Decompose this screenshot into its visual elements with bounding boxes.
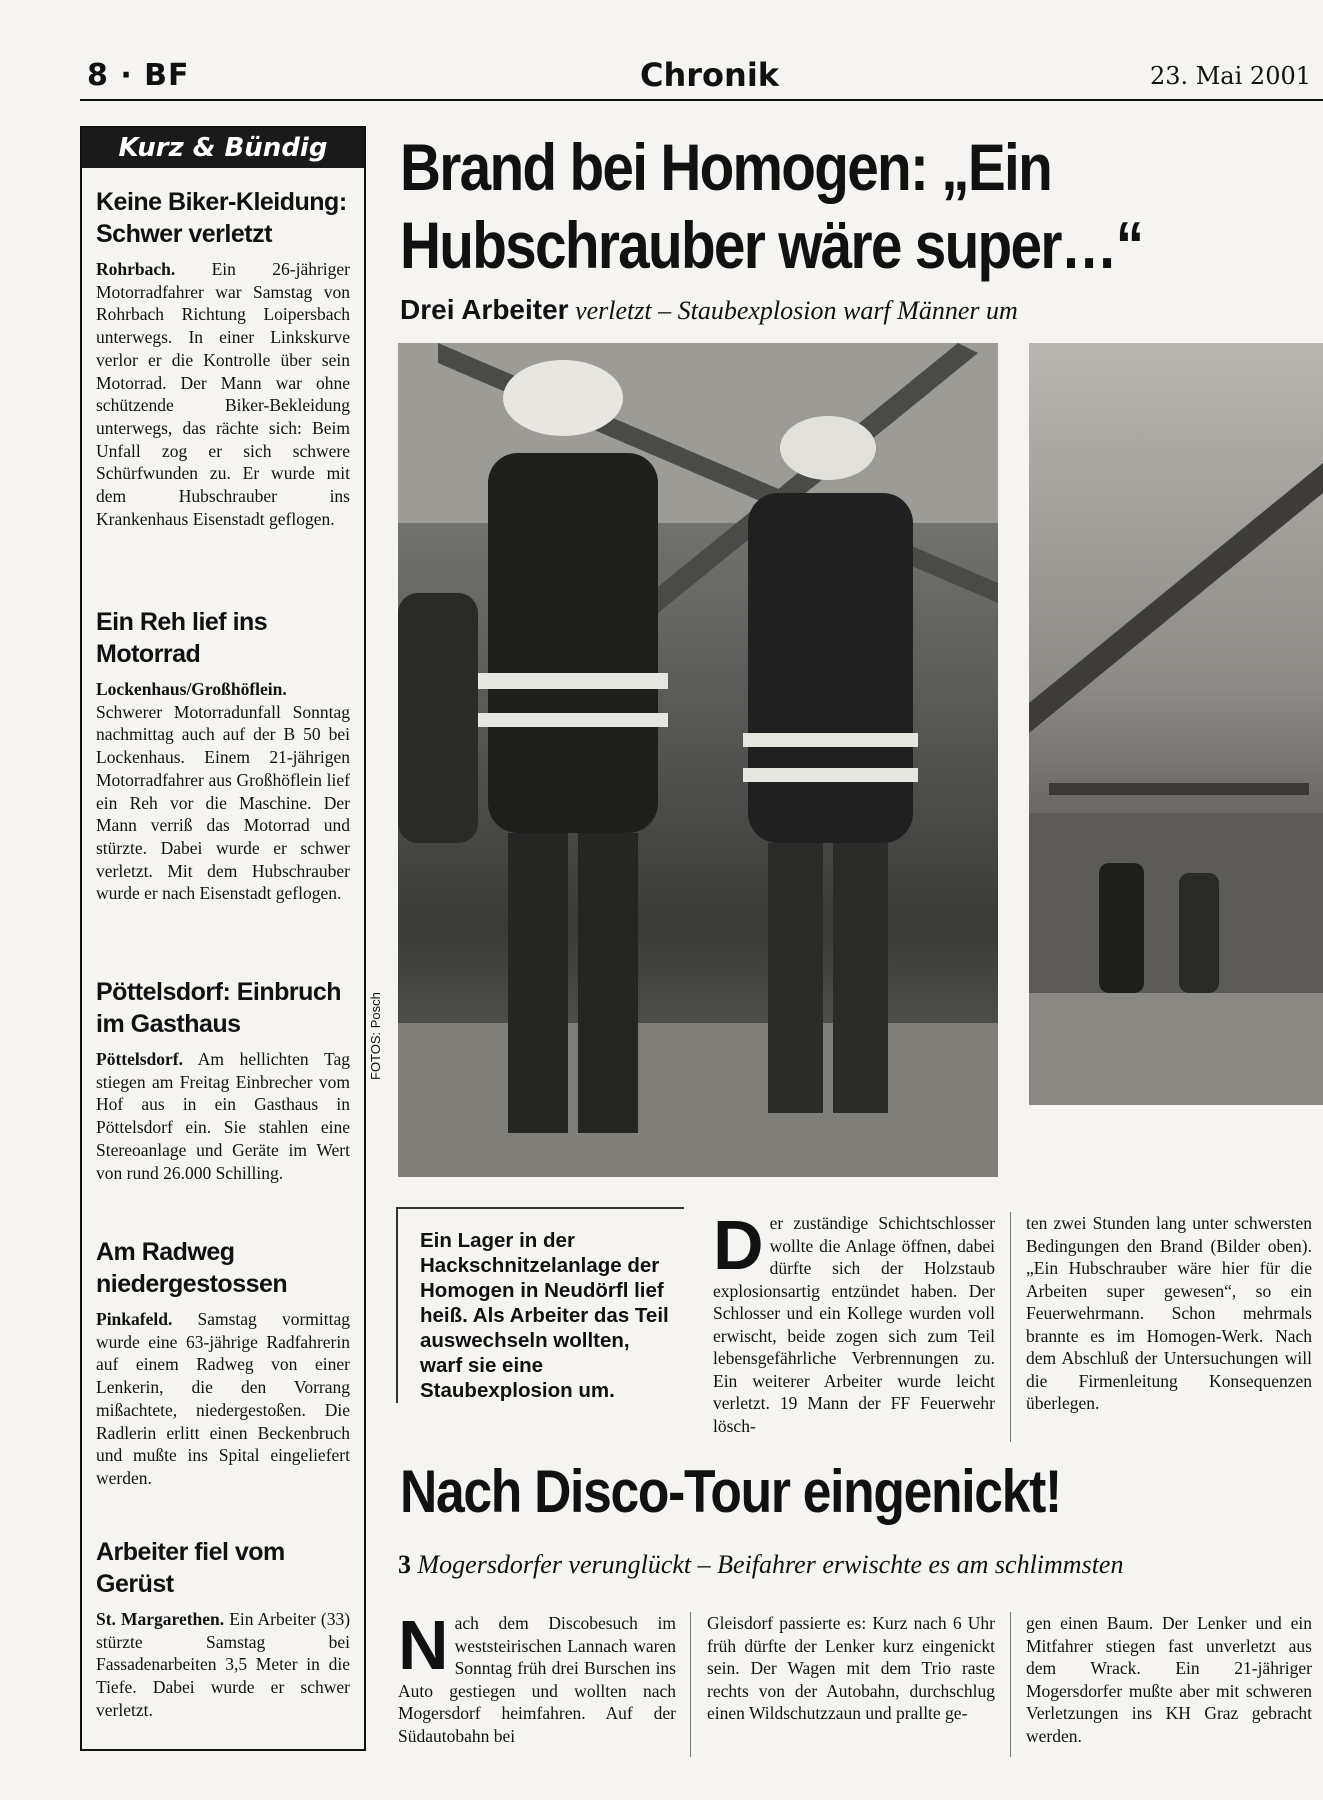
second-headline: Nach Disco-Tour eingenickt! bbox=[400, 1458, 1061, 1525]
sidebar-article bbox=[96, 1236, 350, 1490]
sidebar-article-headline: Arbeiter fiel vom Gerüst bbox=[96, 1538, 285, 1598]
sidebar-title: Kurz & Bündig bbox=[82, 128, 364, 168]
sidebar-article-body bbox=[96, 1608, 350, 1722]
dropcap: D bbox=[713, 1206, 764, 1284]
second-subheadline bbox=[398, 1550, 1318, 1580]
sidebar-article bbox=[96, 1536, 350, 1722]
column-divider bbox=[690, 1612, 691, 1757]
sidebar-article-headline: Am Radweg niedergestossen bbox=[96, 1238, 288, 1298]
sidebar-article-body bbox=[96, 678, 350, 905]
sidebar-article-headline: Keine Biker-Kleidung: Schwer verletzt bbox=[96, 188, 347, 248]
photo-caption: Ein Lager in der Hackschnitzelanlage der Homogen in Neudörfl lief heiß. Als Arbeiter das Teil auswechseln wollten, warf sie eine Staubexplosion um. bbox=[420, 1229, 669, 1402]
article-place: Lockenhaus/Großhöflein. bbox=[96, 679, 287, 699]
fire-scene-photo bbox=[1029, 343, 1323, 1105]
issue-date: 23. Mai 2001 bbox=[1149, 62, 1311, 90]
sidebar-article bbox=[96, 186, 350, 530]
subheadline-rest: verletzt – Staubexplosion warf Männer um bbox=[575, 296, 1018, 325]
article-text: Ein 26-jähriger Motorradfahrer war Samstag von Rohrbach Richtung Loipersbach unterwegs. In einer Linkskurve verlor er die Kontrolle über sein Motorrad. Der Mann war ohne schützende Biker-Bekleidung unterwegs, das rächte sich: Beim Unfall zog er sich schwere Schürfwunden zu. Er wurde mit dem Hubschrauber ins Krankenhaus Eisenstadt geflogen. bbox=[96, 259, 351, 529]
sidebar-kurz-buendig bbox=[80, 126, 366, 1751]
article-place: Pöttelsdorf. bbox=[96, 1049, 183, 1069]
second-article-col2: Gleisdorf passierte es: Kurz nach 6 Uhr früh dürfte der Lenker kurz eingenickt sein. Der Wagen mit dem Trio raste rechts von der Autobahn, durchschlug einen Wildschutzzaun und prallte ge- bbox=[707, 1613, 995, 1723]
article-place: St. Margarethen. bbox=[96, 1609, 225, 1629]
column-divider bbox=[1010, 1212, 1011, 1442]
sidebar-article-body bbox=[96, 258, 350, 530]
header-rule bbox=[80, 99, 1323, 101]
firefighters-photo bbox=[398, 343, 998, 1177]
column-divider bbox=[1010, 1612, 1011, 1757]
main-headline-line: Brand bei Homogen: „Ein bbox=[400, 130, 1052, 204]
sidebar-article-headline: Pöttelsdorf: Einbruch im Gasthaus bbox=[96, 978, 342, 1038]
sidebar-article-headline: Ein Reh lief ins Motorrad bbox=[96, 608, 268, 668]
second-article-col3: gen einen Baum. Der Lenker und ein Mitfahrer stiegen fast unverletzt aus dem Wrack. Ein 21-jähriger Mogersdorfer mußte aber mit schweren Verletzungen ins KH Graz gebracht werden. bbox=[1026, 1613, 1312, 1746]
article-place: Pinkafeld. bbox=[96, 1309, 173, 1329]
subheadline-lead: Drei Arbeiter bbox=[400, 294, 569, 325]
sidebar-article-body bbox=[96, 1308, 350, 1490]
subheadline-rest: Mogersdorfer verunglückt – Beifahrer erwischte es am schlimmsten bbox=[417, 1550, 1124, 1579]
firefighters-illustration bbox=[398, 343, 998, 1177]
second-article-col1 bbox=[398, 1606, 676, 1747]
article-text: Ein Arbeiter (33) stürzte Samstag bei Fassadenarbeiten 3,5 Meter in die Tiefe. Dabei wurde er schwer verletzt. bbox=[96, 1609, 351, 1720]
photo-credit: FOTOS: Posch bbox=[368, 992, 383, 1080]
sidebar-article bbox=[96, 976, 350, 1184]
article-text: Am hellichten Tag stiegen am Freitag Einbrecher vom Hof aus in ein Gasthaus in Pöttelsdorf ein. Sie stahlen eine Stereoanlage und Geräte im Wert von rund 26.000 Schilling. bbox=[96, 1049, 350, 1183]
main-article-col1 bbox=[713, 1206, 995, 1437]
article-text: er zuständige Schichtschlosser wollte die Anlage öffnen, dabei dürfte sich der Holzstaub explosionsartig entzündet haben. Der Schlosser und ein Kollege wurden voll erwischt, beide zogen sich zum Teil lebensgefährliche Verbrennungen zu. Ein weiterer Arbeiter wurde leicht verletzt. 19 Mann der FF Feuerwehr lösch- bbox=[713, 1213, 995, 1436]
main-headline-line: Hubschrauber wäre super…“ bbox=[400, 208, 1143, 282]
article-text: ach dem Discobesuch im weststeirischen Lannach waren Sonntag früh drei Burschen ins Auto gestiegen und wollten nach Mogersdorf heimfahren. Auf der Südautobahn bei bbox=[398, 1613, 676, 1746]
sidebar-article-body bbox=[96, 1048, 350, 1184]
subheadline-lead: 3 bbox=[398, 1550, 411, 1579]
section-title: Chronik bbox=[640, 56, 780, 94]
main-subheadline bbox=[400, 294, 1310, 326]
article-place: Rohrbach. bbox=[96, 259, 176, 279]
article-text: Schwerer Motorradunfall Sonntag nachmittag auch auf der B 50 bei Lockenhaus. Einem 21-jährigen Motorradfahrer aus Großhöflein lief ein Reh vor die Maschine. Der Mann verriß das Motorrad und stürzte. Dabei wurde er schwer verletzt. Mit dem Hubschrauber wurde er nach Eisenstadt geflogen. bbox=[96, 701, 350, 904]
main-headline bbox=[400, 128, 1174, 284]
fire-scene-illustration bbox=[1029, 343, 1323, 1105]
sidebar-article bbox=[96, 606, 350, 905]
page-number: 8 · BF bbox=[87, 58, 190, 93]
article-text: Samstag vormittag wurde eine 63-jährige Radfahrerin auf einem Radweg von einer Lenkerin, die den Vorrang mißachtete, niedergestoßen. Die Radlerin erlitt einen Beckenbruch und mußte ins Spital eingeliefert werden. bbox=[96, 1309, 350, 1488]
main-article-col2: ten zwei Stunden lang unter schwersten Bedingungen den Brand (Bilder oben). „Ein Hubschrauber wäre hier für die Arbeiten super gewesen“, so ein Feuerwehrmann. Schon mehrmals brannte es im Homogen-Werk. Nach dem Abschluß der Untersuchungen will die Firmenleitung Konsequenzen überlegen. bbox=[1026, 1213, 1312, 1413]
dropcap: N bbox=[398, 1606, 449, 1684]
